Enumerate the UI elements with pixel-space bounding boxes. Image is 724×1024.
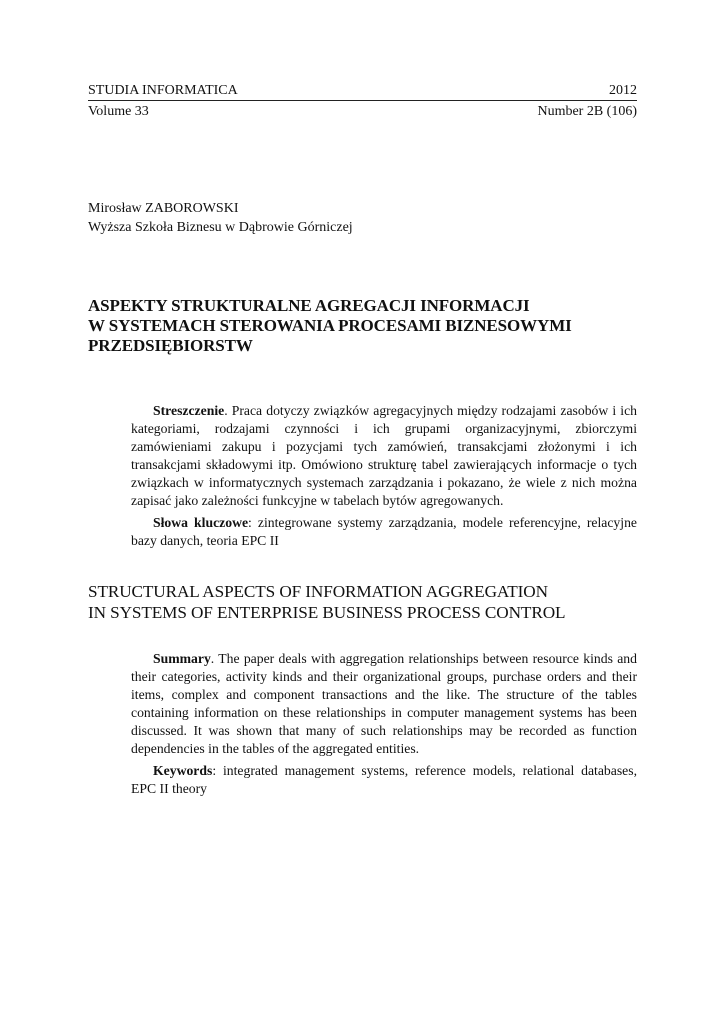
author-affiliation: Wyższa Szkoła Biznesu w Dąbrowie Górniczej [88, 220, 353, 235]
keywords-pl-label: Słowa kluczowe [153, 515, 249, 530]
abstract-polish [131, 402, 637, 550]
abstract-en-text: . The paper deals with aggregation relationships between resource kinds and their categories, activity kinds and their organizational groups, purchase orders and their items, complex and component transactions and the like. The structure of the tables containing information on these relationships in computer management systems has been discussed. It was shown that many of such relationships may be recorded as function dependencies in the tables of the aggregated entities. [131, 651, 637, 756]
title-pl-line-1: ASPEKTY STRUKTURALNE AGREGACJI INFORMACJI [88, 296, 530, 315]
header-rule [88, 100, 637, 101]
journal-year: 2012 [609, 83, 637, 98]
keywords-en-text: : integrated management systems, reference models, relational databases, EPC II theory [131, 763, 637, 796]
paper-title-english [88, 581, 648, 623]
running-header-top [88, 82, 637, 99]
abstract-pl-label: Streszczenie [153, 403, 225, 418]
running-header-bottom [88, 103, 637, 120]
keywords-en-label: Keywords [153, 763, 213, 778]
keywords-pl-paragraph [131, 514, 637, 550]
author-block [88, 199, 353, 237]
abstract-en-label: Summary [153, 651, 211, 666]
title-pl-line-3: PRZEDSIĘBIORSTW [88, 336, 253, 355]
abstract-english [131, 650, 637, 798]
author-name: Mirosław ZABOROWSKI [88, 201, 239, 216]
title-en-line-1: STRUCTURAL ASPECTS OF INFORMATION AGGREGATION [88, 582, 548, 601]
keywords-en-paragraph [131, 762, 637, 798]
journal-number: Number 2B (106) [537, 104, 637, 119]
abstract-en-paragraph [131, 650, 637, 758]
journal-volume: Volume 33 [88, 104, 149, 119]
title-pl-line-2: W SYSTEMACH STEROWANIA PROCESAMI BIZNESOWYMI [88, 316, 572, 335]
keywords-pl-text: : zintegrowane systemy zarządzania, modele referencyjne, relacyjne bazy danych, teoria EPC II [131, 515, 637, 548]
abstract-pl-paragraph [131, 402, 637, 510]
journal-name: STUDIA INFORMATICA [88, 83, 238, 98]
paper-title-polish [88, 296, 648, 356]
abstract-pl-text: . Praca dotyczy związków agregacyjnych między rodzajami zasobów i ich kategoriami, rodzajami czynności i ich grupami organizacyjnymi, zbiorczymi zamówieniami zakupu i pozycjami tych zamówień, transakcjami złożonymi i ich transakcjami składowymi itp. Omówiono strukturę tabel zawierających informacje o tych związkach w informatycznych systemach zarządzania i pokazano, że wiele z nich można zapisać jako zależności funkcyjne w tabelach bytów agregowanych. [131, 403, 637, 508]
title-en-line-2: IN SYSTEMS OF ENTERPRISE BUSINESS PROCESS CONTROL [88, 603, 566, 622]
